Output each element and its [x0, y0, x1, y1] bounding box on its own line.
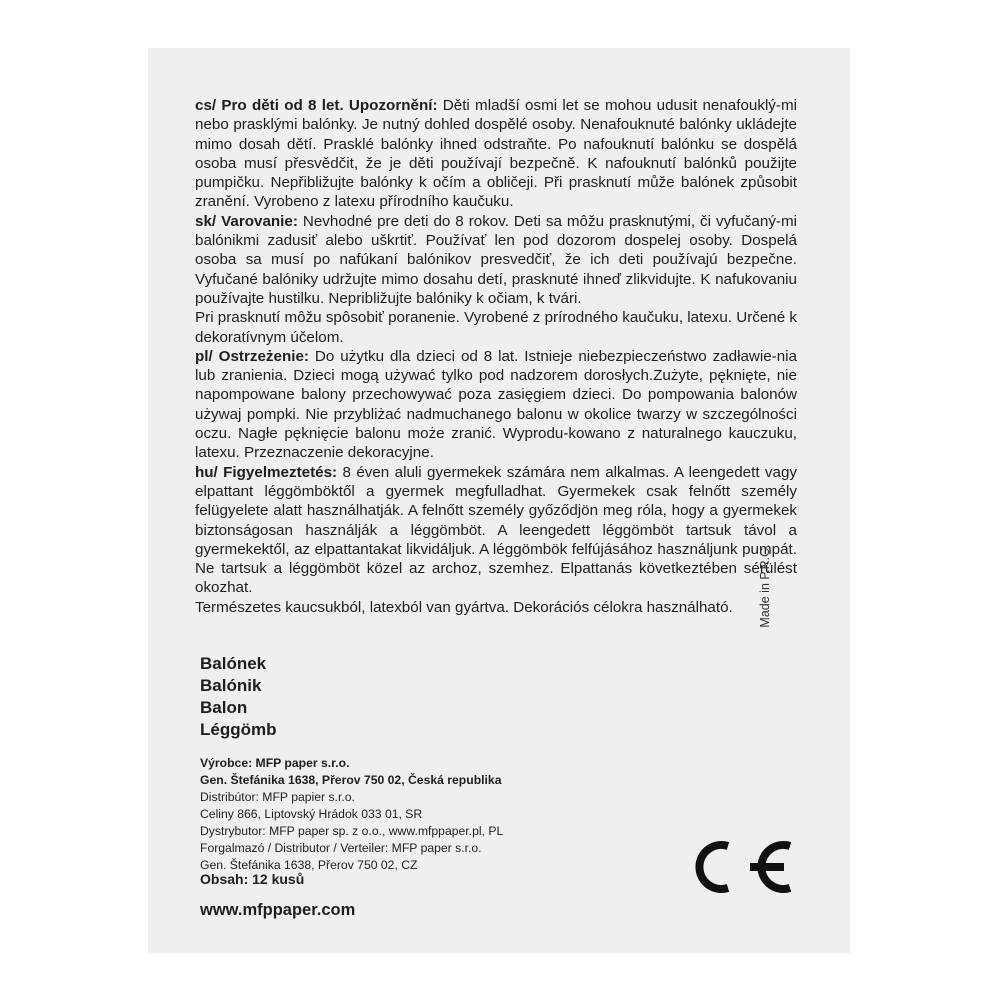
label-card	[148, 48, 850, 953]
producer-info	[200, 755, 503, 874]
product-name-cs: Balónek	[200, 654, 267, 673]
producer-address: Gen. Štefánika 1638, Přerov 750 02, Česká republika	[200, 773, 502, 787]
distributor-hu: Forgalmazó / Distributor / Verteiler: MFP paper s.r.o.	[200, 841, 482, 855]
warnings-block	[195, 96, 797, 617]
distributor-hu-address: Gen. Štefánika 1638, Přerov 750 02, CZ	[200, 858, 418, 872]
warning-hu: hu/ Figyelmeztetés: 8 éven aluli gyermekek számára nem alkalmas. A leengedett vagy elpattant léggömböktől a gyermek megfulladhat. Gyermekek csak felnőtt személy felügyelete alatt használhatják. A felnőtt személy győződjön meg róla, hogy a gyermekek biztonságosan használják a léggömböt. A leengedett léggömböt tartsuk távol a gyermekektől, az elpattantakat likvidáljuk. A léggömbök felfújásához használjunk pumpát. Ne tartsuk a léggömböt közel az archoz, szemhez. Elpattanás következtében sérülést okozhat.	[195, 463, 797, 597]
distributor-pl: Dystrybutor: MFP paper sp. z o.o., www.mfppaper.pl, PL	[200, 824, 504, 838]
warning-cs: cs/ Pro děti od 8 let. Upozornění: Děti mladší osmi let se mohou udusit nenafouklý-mi nebo prasklými balónky. Je nutný dohled dospělé osoby. Nenafouknuté balónky ukládejte mimo dosah dětí. Prasklé balónky ihned odstraňte. Po nafouknutí balónku se dospělá osoba musí přesvědčit, že je děti používají bezpečně. K nafouknutí balónků použijte pumpičku. Nepřibližujte balónky k očím a obličeji. Při prasknutí může balónek způsobit zranění. Vyrobeno z latexu přírodního kaučuku.	[195, 97, 797, 211]
warning-sk: sk/ Varovanie: Nevhodné pre deti do 8 rokov. Deti sa môžu prasknutými, či vyfučaný-mi balónikmi zadusiť alebo uškrtiť. Používať len pod dozorom dospelej osoby. Dospelá osoba sa musí po nafúkaní balónikov presvedčiť, že ich deti používajú bezpečne. Vyfučané balóniky udržujte mimo dosahu detí, prasknuté ihneď zlikvidujte. K nafukovaniu používajte hustilku. Nepribližujte balóniky k očiam, k tvári.	[195, 212, 797, 307]
website-link: www.mfppaper.com	[200, 901, 356, 919]
warning-sk-2: Pri prasknutí môžu spôsobiť poranenie. Vyrobené z prírodného kaučuku, latexu. Určené k dekoratívnym účelom.	[195, 309, 797, 346]
producer-line: Výrobce: MFP paper s.r.o.	[200, 756, 350, 770]
product-name-hu: Léggömb	[200, 720, 277, 739]
ce-mark-icon	[684, 836, 798, 898]
distributor-sk: Distribútor: MFP papier s.r.o.	[200, 790, 355, 804]
warning-hu-2: Természetes kaucsukból, latexból van gyártva. Dekorációs célokra használható.	[195, 598, 733, 616]
distributor-sk-address: Celiny 866, Liptovský Hrádok 033 01, SR	[200, 807, 423, 821]
product-name-sk: Balónik	[200, 676, 262, 695]
made-in-text: Made in P.R.C.	[758, 544, 772, 628]
warning-pl: pl/ Ostrzeżenie: Do użytku dla dzieci od 8 lat. Istnieje niebezpieczeństwo zadławie-nia lub zranienia. Dzieci mogą używać tylko pod nadzorem dorosłych.Zużyte, pęknięte, nie napompowane balony przechowywać poza zasięgiem dzieci. Do pompowania balonów używaj pompki. Nie przybliżać nadmuchanego balonu w okolice twarzy w szczególności oczu. Nagłe pęknięcie balonu może zranić. Wyprodu-kowano z naturalnego kauczuku, latexu. Przeznaczenie dekoracyjne.	[195, 347, 797, 462]
product-name-pl: Balon	[200, 698, 248, 717]
product-names	[200, 653, 277, 741]
content-count: Obsah: 12 kusů	[200, 871, 305, 887]
